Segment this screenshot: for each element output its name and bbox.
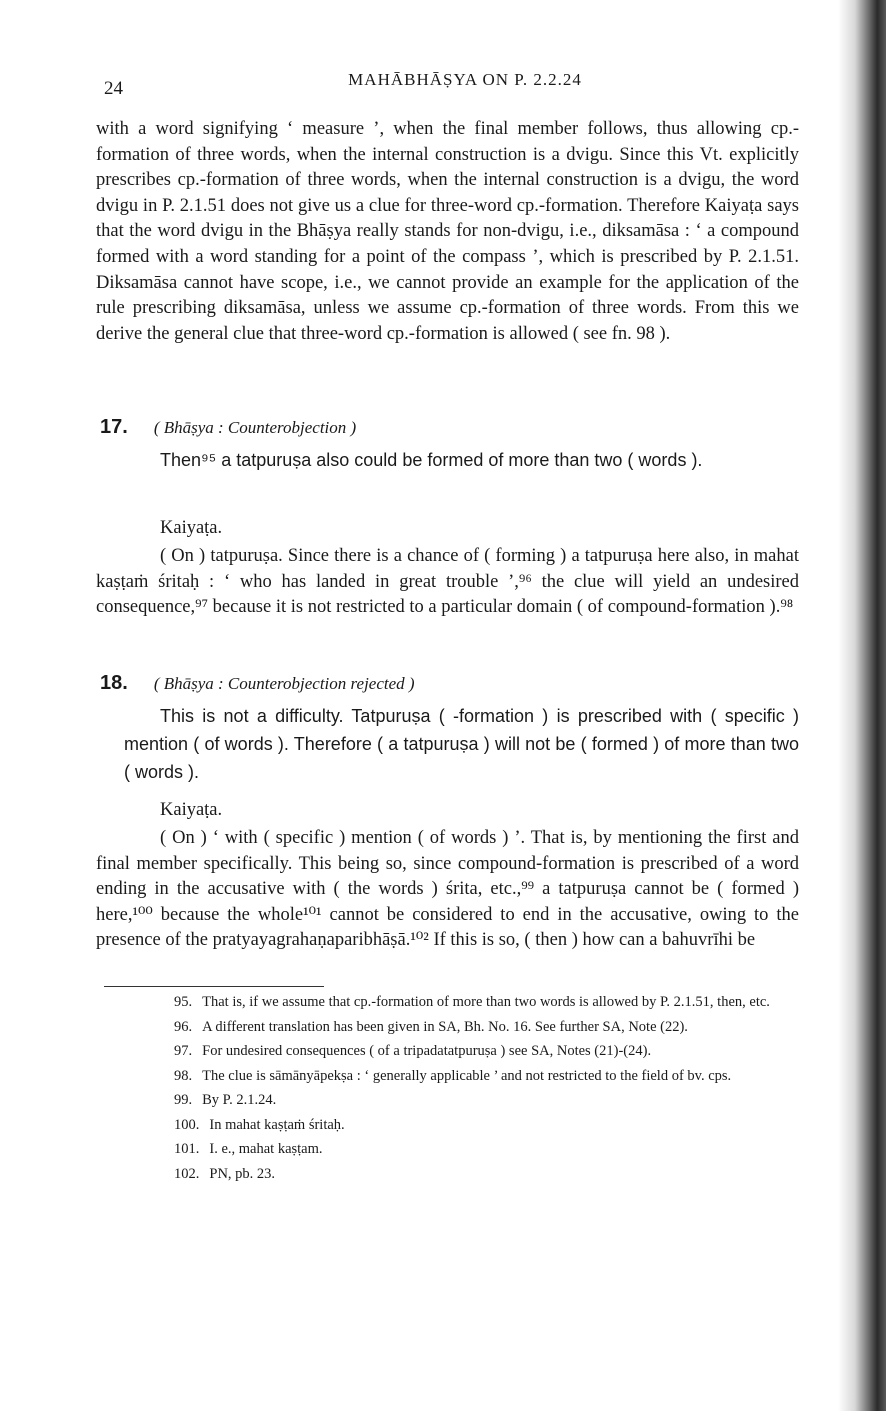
- running-head: MAHĀBHĀṢYA ON P. 2.2.24: [348, 70, 582, 89]
- section-title: ( Bhāṣya : Counterobjection ): [153, 418, 357, 437]
- footnote-rule: [104, 986, 324, 987]
- section-17-kaiyata-label: Kaiyaṭa.: [160, 518, 223, 538]
- section-18-kaiyata-text: ( On ) ‘ with ( specific ) mention ( of words ) ’. That is, by mentioning the first and final member specifically. This being so, since compound-formation is prescribed of a word ending in the accusative with ( the words ) śrita, etc.,⁹⁹ a tatpuruṣa cannot be ( formed ) here,¹⁰⁰ because the whole¹⁰¹ cannot be considered to end in the accusative, owing to the presence of the pratyayagrahaṇaparibhāṣā.¹⁰² If this is so, ( then ) how can a bahuvrīhi be: [96, 828, 799, 951]
- page-number: 24: [104, 78, 123, 99]
- footnote: 98. The clue is sāmānyāpekṣa : ‘ generally applicable ’ and not restricted to the field of bv. cps.: [174, 1067, 732, 1084]
- section-18-heading: [100, 672, 415, 695]
- footnotes: [104, 990, 804, 1186]
- section-title: ( Bhāṣya : Counterobjection rejected ): [153, 674, 415, 693]
- footnote: 96. A different translation has been given in SA, Bh. No. 16. See further SA, Note (22).: [174, 1018, 688, 1035]
- section-number: 17.: [100, 416, 128, 438]
- book-binding-shadow: [838, 0, 886, 1411]
- section-number: 18.: [100, 672, 128, 694]
- section-18-bhashya: This is not a difficulty. Tatpuruṣa ( -formation ) is prescribed with ( specific ) mention ( of words ). Therefore ( a tatpuruṣa ) will not be ( formed ) of more than two ( words ).: [124, 706, 799, 782]
- section-18-kaiyata-label: Kaiyaṭa.: [160, 800, 223, 820]
- section-17-bhashya: Then⁹⁵ a tatpuruṣa also could be formed of more than two ( words ).: [160, 450, 703, 470]
- section-17-heading: [100, 416, 356, 439]
- intro-paragraph: with a word signifying ‘ measure ’, when the final member follows, thus allowing cp.-formation of three words, when the internal construction is a dvigu. Since this Vt. explicitly prescribes cp.-formation of three words, when the internal construction is a dvigu, the word dvigu in P. 2.1.51 does not give us a clue for three-word cp.-formation. Therefore Kaiyaṭa says that the word dvigu in the Bhāṣya really stands for non-dvigu, i.e., diksamāsa : ‘ a compound formed with a word standing for a point of the compass ’, which is prescribed by P. 2.1.51. Diksamāsa cannot have scope, i.e., we cannot provide an example for the application of the rule prescribing diksamāsa, unless we assume cp.-formation of three words. From this we derive the general clue that three-word cp.-formation is allowed ( see fn. 98 ).: [96, 119, 799, 344]
- footnote: 97. For undesired consequences ( of a tripadatatpuruṣa ) see SA, Notes (21)-(24).: [174, 1043, 652, 1059]
- footnote: 99. By P. 2.1.24.: [174, 1092, 277, 1108]
- footnote: 100. In mahat kaṣṭaṁ śritaḥ.: [174, 1116, 345, 1133]
- footnote: 95. That is, if we assume that cp.-formation of more than two words is allowed by P. 2.1.51, then, etc.: [174, 994, 770, 1010]
- footnote: 101. I. e., mahat kaṣṭam.: [174, 1141, 323, 1157]
- page-header: [104, 70, 826, 100]
- section-17-kaiyata-text: ( On ) tatpuruṣa. Since there is a chance of ( forming ) a tatpuruṣa here also, in mahat kaṣṭaṁ śritaḥ : ‘ who has landed in great trouble ’,⁹⁶ the clue will yield an undesired consequence,⁹⁷ because it is not restricted to a particular domain ( of compound-formation ).⁹⁸: [96, 546, 799, 618]
- footnote: 102. PN, pb. 23.: [174, 1165, 276, 1182]
